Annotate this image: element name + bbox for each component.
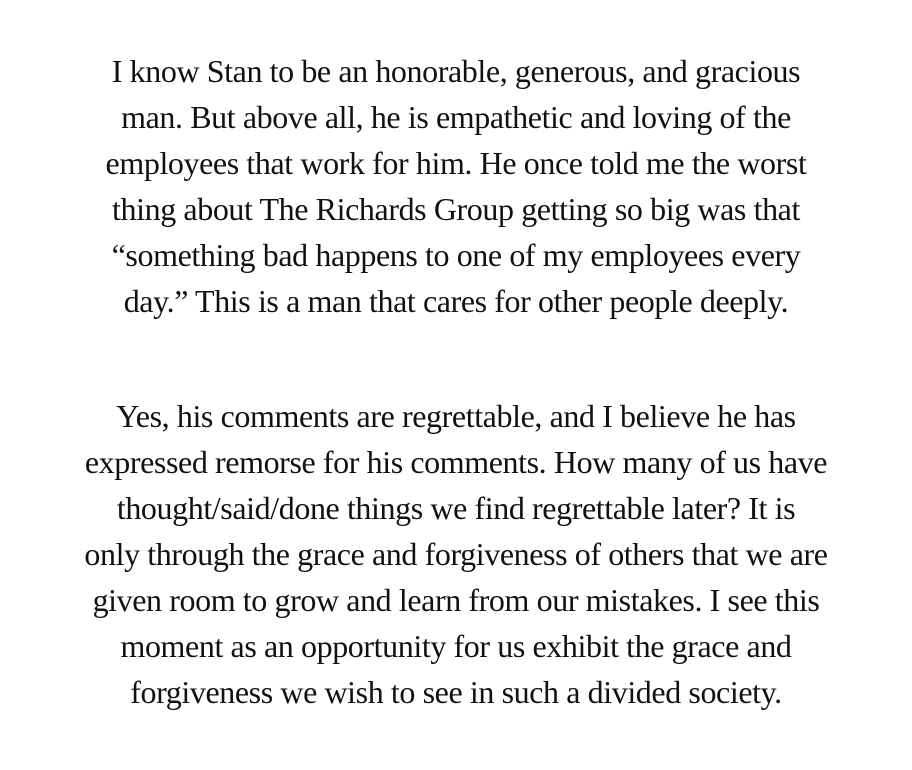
paragraph-forgiveness — [0, 393, 912, 715]
paragraph-character-reference — [0, 48, 912, 324]
text-line: “something bad happens to one of my employees every — [111, 237, 801, 273]
text-line: moment as an opportunity for us exhibit the grace and — [120, 628, 792, 664]
text-line: Yes, his comments are regrettable, and I believe he has — [116, 398, 796, 434]
text-line: thought/said/done things we find regrettable later? It is — [116, 490, 796, 526]
text-line: expressed remorse for his comments. How many of us have — [84, 444, 828, 480]
text-line: I know Stan to be an honorable, generous, and gracious — [111, 53, 801, 89]
text-line: only through the grace and forgiveness of others that we are — [84, 536, 828, 572]
text-line: man. But above all, he is empathetic and loving of the — [121, 99, 791, 135]
text-line: day.” This is a man that cares for other people deeply. — [123, 283, 789, 319]
text-line: given room to grow and learn from our mistakes. I see this — [92, 582, 820, 618]
text-line: forgiveness we wish to see in such a divided society. — [130, 674, 782, 710]
text-line: thing about The Richards Group getting so big was that — [112, 191, 800, 227]
text-line: employees that work for him. He once told me the worst — [105, 145, 807, 181]
